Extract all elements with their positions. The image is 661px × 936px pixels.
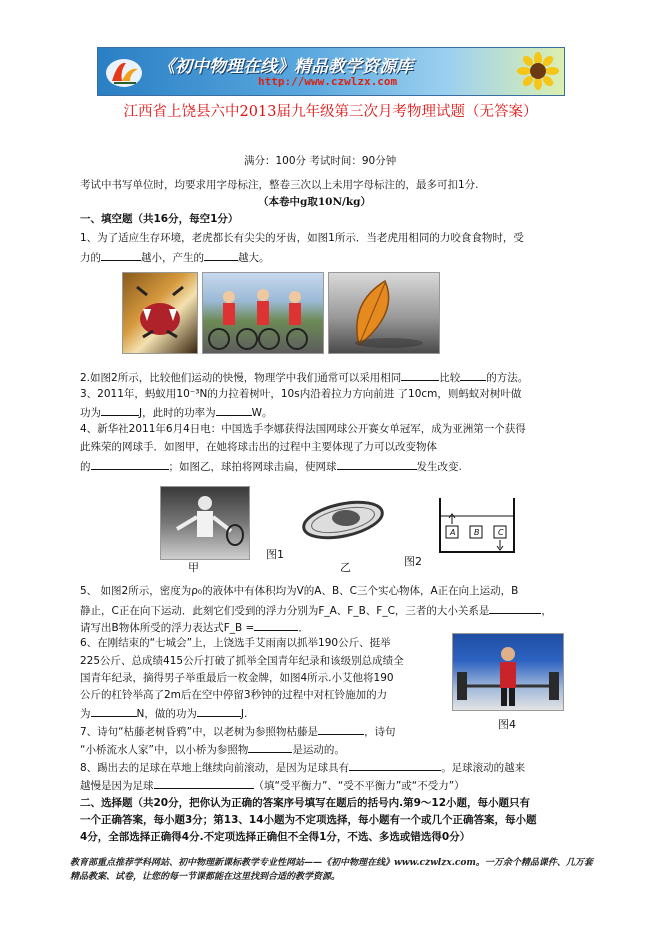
q7-blank-2[interactable] xyxy=(248,741,292,753)
q4-line2: 此殊荣的网球手．如图甲，在她将球击出的过程中主要体现了力可以改变物体 xyxy=(80,441,437,453)
weightlifter-photo xyxy=(452,633,564,711)
q8-blank-1[interactable] xyxy=(349,759,441,771)
q7-text-d: 是运动的。 xyxy=(292,744,345,756)
q4-text-a: 的 xyxy=(80,461,91,473)
q1-text-c: 越大。 xyxy=(238,252,270,264)
fig-yi-caption: 乙 xyxy=(340,561,351,574)
q8-text-a: 8、踢出去的足球在草地上继续向前滚动，是因为足球具有 xyxy=(80,762,350,774)
q5-blank-2[interactable] xyxy=(254,619,298,631)
q3-blank-1[interactable] xyxy=(101,404,139,416)
box-a-label: A xyxy=(450,528,456,537)
q3-text-b: J，此时的功率为 xyxy=(139,407,216,419)
q5-text-d: ． xyxy=(298,622,309,634)
leaf-icon xyxy=(329,273,439,353)
tennis-player-photo xyxy=(160,486,250,560)
q7-text-b: ，诗句 xyxy=(364,726,396,738)
q4-line1: 4、新华社2011年6月4日电：中国选手李娜获得法国网球公开赛女单冠军，成为亚洲第一个获得 xyxy=(80,423,526,435)
liquid-container-diagram xyxy=(436,494,518,556)
q3-text-a: 功为 xyxy=(80,407,101,419)
q1-text-a: 力的 xyxy=(80,252,101,264)
q5-blank-1[interactable] xyxy=(489,602,541,614)
q2-line xyxy=(80,369,528,386)
q3-line2 xyxy=(80,404,273,421)
q8-line1 xyxy=(80,759,525,776)
section1-heading: 一、填空题（共16分，每空1分） xyxy=(80,213,239,225)
leaf-photo xyxy=(328,272,440,354)
q4-text-c: 发生改变. xyxy=(416,461,462,473)
q5-line2 xyxy=(80,602,552,619)
section2-line3: 4分，全部选择正确得4分.不定项选择正确但不全得1分，不选、多选或错选得0分） xyxy=(80,831,471,843)
weightlifter-icon xyxy=(453,634,563,710)
q6-text-b: N，做的功为 xyxy=(136,708,197,720)
q6-text-c: J. xyxy=(240,708,248,720)
q8-blank-2[interactable] xyxy=(154,777,254,789)
q5-line1: 5、 如图2所示，密度为ρ₀的液体中有体积均为V的A、B、C三个实心物体，A正在向上运动，B xyxy=(80,585,519,597)
q8-line2 xyxy=(80,777,465,794)
q5-text-b: ， xyxy=(541,605,552,617)
score-time-line: 满分：100分 考试时间：90分钟 xyxy=(244,155,397,167)
q2-blank-2[interactable] xyxy=(460,369,486,381)
tennis-player-icon xyxy=(161,487,249,559)
q8-text-c: 越慢是因为足球 xyxy=(80,780,154,792)
q3-text-c: W。 xyxy=(251,407,273,419)
q6-line5 xyxy=(80,705,247,722)
box-c-label: C xyxy=(498,528,504,537)
q5-line3 xyxy=(80,619,309,636)
q5-text-c: 请写出B物体所受的浮力表达式F_B = xyxy=(80,622,255,634)
banner-url[interactable]: http://www.czwlzx.com xyxy=(258,75,398,88)
q1-blank-1[interactable] xyxy=(101,249,141,261)
q7-line2 xyxy=(80,741,345,758)
instructions-line: 考试中书写单位时，均要求用字母标注，整卷三次以上未用字母标注的，最多可扣1分. xyxy=(80,179,479,191)
q6-blank-2[interactable] xyxy=(197,705,241,717)
q4-line3 xyxy=(80,458,462,475)
q3-line1: 3、2011年，蚂蚁用10⁻³N的力拉着树叶，10s内沿着拉力方向前进 了10cm，则蚂蚁对树叶做 xyxy=(80,388,522,400)
fig-jia-caption: 甲 xyxy=(188,561,199,574)
tiger-mouth-icon xyxy=(123,273,197,353)
q4-text-b: ；如图乙，球拍将网球击扁，使网球 xyxy=(168,461,337,473)
q4-blank-2[interactable] xyxy=(337,458,417,470)
q8-text-d: （填“受平衡力”、“受不平衡力”或“不受力”） xyxy=(253,780,465,792)
q7-line1 xyxy=(80,723,396,740)
q2-text-c: 的方法。 xyxy=(486,372,529,384)
q2-text-a: 2.如图2所示，比较他们运动的快慢，物理学中我们通常可以采用相同 xyxy=(80,372,402,384)
q2-text-b: 比较 xyxy=(439,372,461,384)
q6-line3: 国青年纪录，摘得男子举重最后一枚金牌，如图4所示.小艾他将190 xyxy=(80,672,394,684)
section2-line2: 一个正确答案，每小题3分；第13、14小题为不定项选择，每小题有一个或几个正确答案，每小题 xyxy=(80,814,537,826)
footer-note: 教育部重点推荐学科网站、初中物理新课标教学专业性网站——《初中物理在线》www.czwlzx.com。一万余个精品课件、几万套精品教案、试卷，让您的每一节课都能在这里找到合适的教学资源。 xyxy=(70,858,593,882)
q6-line1: 6、在刚结束的“七城会”上，上饶选手艾雨南以抓举190公斤、挺举 xyxy=(80,637,391,649)
page-title: 江西省上饶县六中2013届九年级第三次月考物理试题（无答案） xyxy=(123,104,538,120)
racket-ball-icon xyxy=(298,488,388,552)
q5-text-a: 静止，C正在向下运动．此刻它们受到的浮力分别为F_A、F_B、F_C，三者的大小关系是 xyxy=(80,605,490,617)
q6-line2: 225公斤、总成绩415公斤打破了抓举全国青年纪录和该级别总成绩全 xyxy=(80,655,404,667)
banner-title: 《初中物理在线》精品教学资源库 xyxy=(158,57,413,77)
q1-blank-2[interactable] xyxy=(204,249,238,261)
g-note: （本卷中g取10N/kg） xyxy=(258,196,372,208)
q6-blank-1[interactable] xyxy=(91,705,137,717)
bicycle-icon xyxy=(203,273,323,353)
section2-line1: 二、选择题（共20分，把你认为正确的答案序号填写在题后的括号内.第9～12小题，每小题只有 xyxy=(80,797,531,809)
q6-line4: 公斤的杠铃举高了2m后在空中停留3秒钟的过程中对杠铃施加的力 xyxy=(80,689,388,701)
q3-blank-2[interactable] xyxy=(216,404,252,416)
q7-blank-1[interactable] xyxy=(318,723,364,735)
q7-text-c: “小桥流水人家”中，以小桥为参照物 xyxy=(80,744,249,756)
sunflower-icon xyxy=(516,51,560,91)
fig1-caption: 图1 xyxy=(266,548,284,561)
q4-blank-1[interactable] xyxy=(91,458,169,470)
cyclists-photo xyxy=(202,272,324,354)
q6-text-a: 为 xyxy=(80,708,91,720)
q1-line2 xyxy=(80,249,270,266)
q8-text-b: 。足球滚动的越来 xyxy=(441,762,526,774)
q7-text-a: 7、诗句“枯藤老树昏鸦”中，以老树为参照物枯藤是 xyxy=(80,726,319,738)
q1-text-b: 越小，产生的 xyxy=(141,252,204,264)
fig2-caption: 图2 xyxy=(404,555,422,568)
box-b-label: B xyxy=(474,528,480,537)
tiger-photo xyxy=(122,272,198,354)
header-banner xyxy=(97,47,565,96)
fig4-caption: 图4 xyxy=(498,718,516,731)
q1-line1: 1、为了适应生存环境，老虎都长有尖尖的牙齿，如图1所示．当老虎用相同的力咬食食物时，受 xyxy=(80,232,524,244)
site-logo-icon xyxy=(104,53,144,89)
q2-blank-1[interactable] xyxy=(401,369,439,381)
